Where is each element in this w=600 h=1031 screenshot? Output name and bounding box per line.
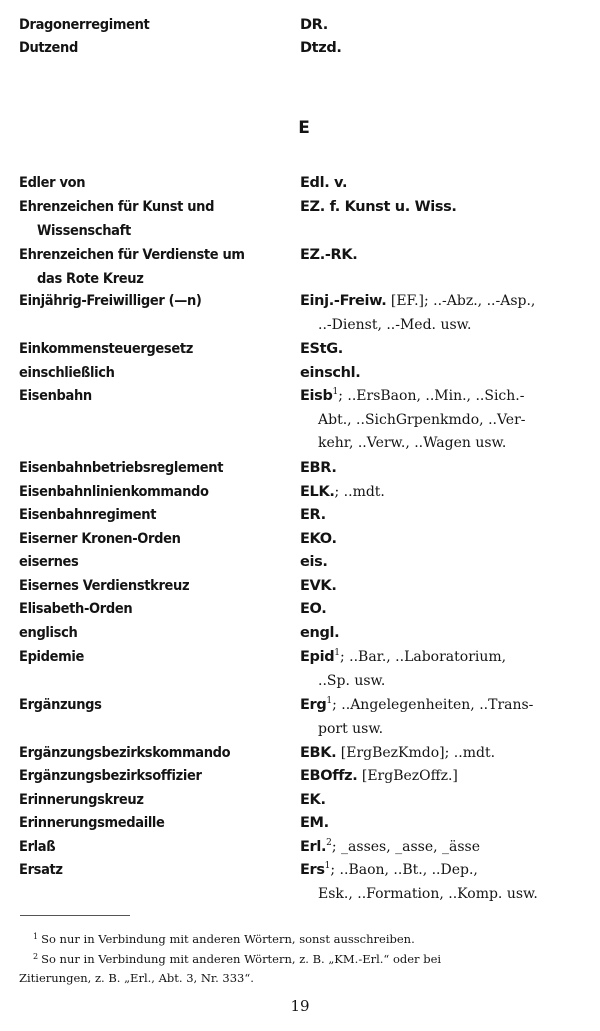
entry-abbreviation: EStG. [300,341,343,357]
entry-abbreviation: EZ. f. Kunst u. Wiss. [300,199,457,215]
entry-term: Dragonerregiment [19,17,150,33]
entry-abbreviation: EBR. [300,460,337,476]
entry-term: Erinnerungskreuz [19,792,144,808]
entry-term: Epidemie [19,649,85,665]
footnote-reference: 2 [326,838,332,848]
entry-abbreviation: Eisb$^1$; ..ErsBaon, ..Min., ..Sich.- Abt., ..SichGrpenkmdo, ..Ver- kehr, ..Verw., ..Wagen usw. [300,387,526,451]
entry-abbreviation: ER. [300,507,326,523]
entry-term: Ergänzungsbezirksoffizier [19,768,202,784]
entry-abbreviation: EO. [300,601,327,617]
entry-abbreviation: Ers$^1$; ..Baon, ..Bt., ..Dep., Esk., ..Formation, ..Komp. usw. [300,861,538,902]
entry-abbreviation: Epid$^1$; ..Bar., ..Laboratorium, ..Sp. usw. [300,648,507,689]
entry-term: Ehrenzeichen für Verdienste um das Rote Kreuz [19,247,245,287]
entry-abbreviation: Dtzd. [300,40,342,56]
entry-abbreviation: EBOffz. [ErgBezOffz.] [300,768,458,784]
entry-abbreviation: Edl. v. [300,175,348,191]
entry-term: Eisernes Verdienstkreuz [19,578,190,594]
section-letter: E [298,118,310,138]
entry-term: Elisabeth-Orden [19,601,133,617]
entry-abbreviation: EM. [300,815,329,831]
entry-abbreviation: einschl. [300,365,361,381]
entry-abbreviation: DR. [300,17,328,33]
footnote-reference: 1 [332,387,339,397]
entry-abbreviation: engl. [300,625,340,641]
entry-abbreviation: eis. [300,554,328,570]
entry-abbreviation: EVK. [300,578,337,594]
entry-term: Eisenbahnlinienkommando [19,484,209,500]
footnote: $^2$ So nur in Verbindung mit anderen Wörtern, z. B. „KM.-Erl.“ oder bei Zitierungen, z. B. „Erl., Abt. 3, Nr. 333“. [19,952,442,985]
footnote-reference: 1 [324,861,331,871]
entry-term: Ehrenzeichen für Kunst und Wissenschaft [19,199,215,239]
entry-term: Eisenbahnregiment [19,507,157,523]
entry-term: Dutzend [19,40,78,56]
entry-abbreviation: Erl.$^2$; _asses, _asse, _ässe [300,838,481,855]
entry-term: Ergänzungsbezirkskommando [19,745,231,761]
entry-term: englisch [19,625,78,641]
footnote: $^1$ So nur in Verbindung mit anderen Wörtern, sonst ausschreiben. [33,932,415,946]
footnote-mark: 2 [33,952,39,961]
entry-abbreviation: EZ.-RK. [300,247,358,263]
entry-term: eisernes [19,554,79,570]
entry-abbreviation: EBK. [ErgBezKmdo]; ..mdt. [300,745,496,761]
entry-abbreviation: Einj.-Freiw. [EF.]; ..-Abz., ..-Asp., ..-Dienst, ..-Med. usw. [300,293,536,333]
entry-term: Einjährig-Freiwilliger (—n) [19,293,202,309]
footnote-reference: 1 [326,696,333,706]
entry-term: Eisenbahnbetriebsreglement [19,460,224,476]
entry-term: Ergänzungs [19,697,102,713]
footnote-mark: 1 [33,932,39,941]
entry-term: Eisenbahn [19,388,92,404]
entry-term: Einkommensteuergesetz [19,341,193,357]
entry-term: einschließlich [19,365,115,381]
footnote-reference: 1 [334,648,340,658]
footnote-divider [20,915,130,916]
entry-term: Erinnerungsmedaille [19,815,165,831]
entry-term: Edler von [19,175,86,191]
entry-abbreviation: EK. [300,792,326,808]
entry-abbreviation: ELK.; ..mdt. [300,484,385,500]
entry-term: Ersatz [19,862,63,878]
entry-abbreviation: EKO. [300,531,337,547]
page-number: 19 [290,997,310,1015]
entry-abbreviation: Erg$^1$; ..Angelegenheiten, ..Trans- port usw. [300,696,534,737]
entry-term: Erlaß [19,839,56,855]
entry-term: Eiserner Kronen-Orden [19,531,181,547]
